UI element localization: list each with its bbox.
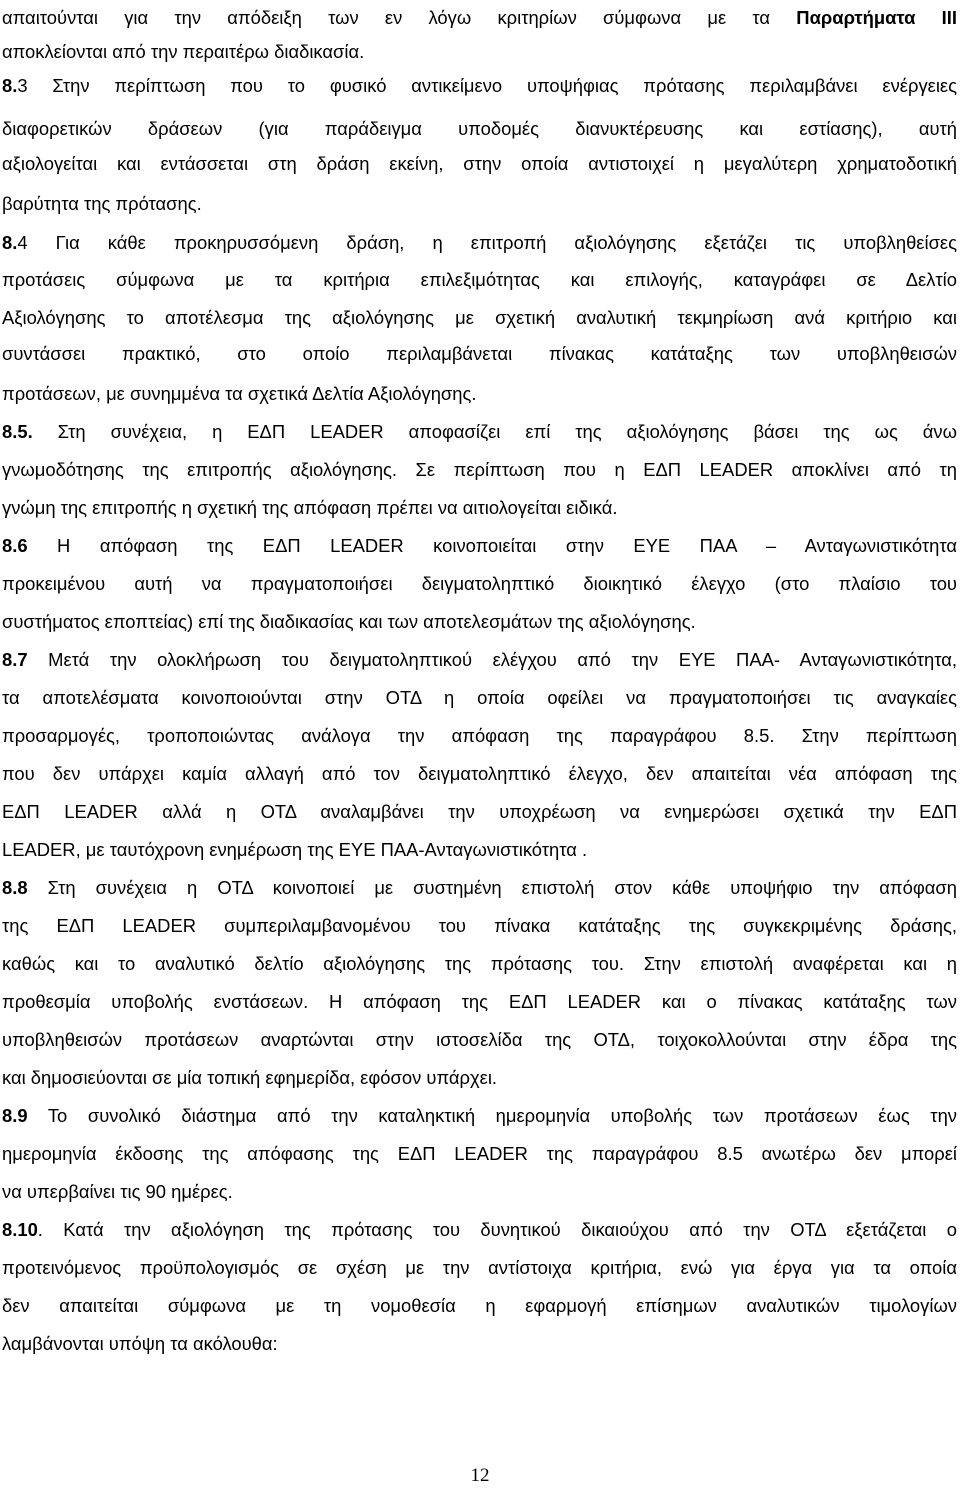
text-line: της ΕΔΠ LEADER συμπεριλαμβανομένου του πίνακα κατάταξης της συγκεκριμένης δράσης, <box>2 915 957 936</box>
text-line: συστήματος εποπτείας) επί της διαδικασίας και των αποτελεσμάτων της αξιολόγησης. <box>2 611 696 632</box>
paragraph-8-10-start: 8.10. Κατά την αξιολόγηση της πρότασης του δυνητικού δικαιούχου από την ΟΤΔ εξετάζεται ο <box>2 1219 957 1240</box>
text-line: LEADER, με ταυτόχρονη ενημέρωση της ΕΥΕ ΠΑΑ-Ανταγωνιστικότητα . <box>2 839 588 860</box>
text-line: απαιτούνται για την απόδειξη των εν λόγω κριτηρίων σύμφωνα με τα Παραρτήματα III <box>2 7 957 28</box>
paragraph-8-8-start: 8.8 Στη συνέχεια η ΟΤΔ κοινοποιεί με συστημένη επιστολή στον κάθε υποψήφιο την απόφαση <box>2 877 957 898</box>
paragraph-8-5-start: 8.5. Στη συνέχεια, η ΕΔΠ LEADER αποφασίζει επί της αξιολόγησης βάσει της ως άνω <box>2 421 957 442</box>
text-line: Αξιολόγησης το αποτέλεσμα της αξιολόγησης με σχετική αναλυτική τεκμηρίωση ανά κριτήριο και <box>2 307 957 328</box>
paragraph-8-7-start: 8.7 Μετά την ολοκλήρωση του δειγματοληπτικού ελέγχου από την ΕΥΕ ΠΑΑ- Ανταγωνιστικότητα, <box>2 649 957 670</box>
page-number: 12 <box>470 1465 490 1486</box>
text-line: προτάσεων, με συνημμένα τα σχετικά Δελτία Αξιολόγησης. <box>2 383 477 404</box>
text-line: αποκλείονται από την περαιτέρω διαδικασία. <box>2 41 365 62</box>
text-line: ΕΔΠ LEADER αλλά η ΟΤΔ αναλαμβάνει την υποχρέωση να ενημερώσει σχετικά την ΕΔΠ <box>2 801 957 822</box>
text-line: προτάσεις σύμφωνα με τα κριτήρια επιλεξιμότητας και επιλογής, καταγράφει σε Δελτίο <box>2 269 957 290</box>
text-line: γνωμοδότησης της επιτροπής αξιολόγησης. Σε περίπτωση που η ΕΔΠ LEADER αποκλίνει από τη <box>2 459 957 480</box>
text-line: προσαρμογές, τροποποιώντας ανάλογα την απόφαση της παραγράφου 8.5. Στην περίπτωση <box>2 725 957 746</box>
text-line: γνώμη της επιτροπής η σχετική της απόφαση πρέπει να αιτιολογείται ειδικά. <box>2 497 618 518</box>
text-line: που δεν υπάρχει καμία αλλαγή από τον δειγματοληπτικό έλεγχο, δεν απαιτείται νέα απόφαση της <box>2 763 957 784</box>
text-line: καθώς και το αναλυτικό δελτίο αξιολόγησης της πρότασης του. Στην επιστολή αναφέρεται και η <box>2 953 957 974</box>
text-line: βαρύτητα της πρότασης. <box>2 193 202 214</box>
paragraph-8-9-start: 8.9 Το συνολικό διάστημα από την καταληκτική ημερομηνία υποβολής των προτάσεων έως την <box>2 1105 957 1126</box>
text-line: προθεσμία υποβολής ενστάσεων. Η απόφαση της ΕΔΠ LEADER και ο πίνακας κατάταξης των <box>2 991 957 1012</box>
text-line: διαφορετικών δράσεων (για παράδειγμα υποδομές διανυκτέρευσης και εστίασης), αυτή <box>2 118 957 139</box>
text-line: προκειμένου αυτή να πραγματοποιήσει δειγματοληπτικό διοικητικό έλεγχο (στο πλαίσιο του <box>2 573 957 594</box>
paragraph-8-3-start: 8.3 Στην περίπτωση που το φυσικό αντικείμενο υποψήφιας πρότασης περιλαμβάνει ενέργειες <box>2 75 957 96</box>
text-line: να υπερβαίνει τις 90 ημέρες. <box>2 1181 233 1202</box>
paragraph-8-4-start: 8.4 Για κάθε προκηρυσσόμενη δράση, η επιτροπή αξιολόγησης εξετάζει τις υποβληθείσες <box>2 232 957 253</box>
text-line: προτεινόμενος προϋπολογισμός σε σχέση με την αντίστοιχα κριτήρια, ενώ για έργα για τα οποία <box>2 1257 957 1278</box>
paragraph-8-6-start: 8.6 Η απόφαση της ΕΔΠ LEADER κοινοποιείται στην ΕΥΕ ΠΑΑ – Ανταγωνιστικότητα <box>2 535 957 556</box>
text-line: συντάσσει πρακτικό, στο οποίο περιλαμβάνεται πίνακας κατάταξης των υποβληθεισών <box>2 343 957 364</box>
text-line: υποβληθεισών προτάσεων αναρτώνται στην ιστοσελίδα της ΟΤΔ, τοιχοκολλούνται στην έδρα της <box>2 1029 957 1050</box>
text-line: και δημοσιεύονται σε μία τοπική εφημερίδα, εφόσον υπάρχει. <box>2 1067 498 1088</box>
text-line: τα αποτελέσματα κοινοποιούνται στην ΟΤΔ η οποία οφείλει να πραγματοποιήσει τις αναγκαίες <box>2 687 957 708</box>
text-line: ημερομηνία έκδοσης της απόφασης της ΕΔΠ LEADER της παραγράφου 8.5 ανωτέρω δεν μπορεί <box>2 1143 957 1164</box>
text-line: δεν απαιτείται σύμφωνα με τη νομοθεσία η εφαρμογή επίσημων αναλυτικών τιμολογίων <box>2 1295 957 1316</box>
text-line: λαμβάνονται υπόψη τα ακόλουθα: <box>2 1333 278 1354</box>
text-line: αξιολογείται και εντάσσεται στη δράση εκείνη, στην οποία αντιστοιχεί η μεγαλύτερη χρηματοδοτική <box>2 153 957 174</box>
